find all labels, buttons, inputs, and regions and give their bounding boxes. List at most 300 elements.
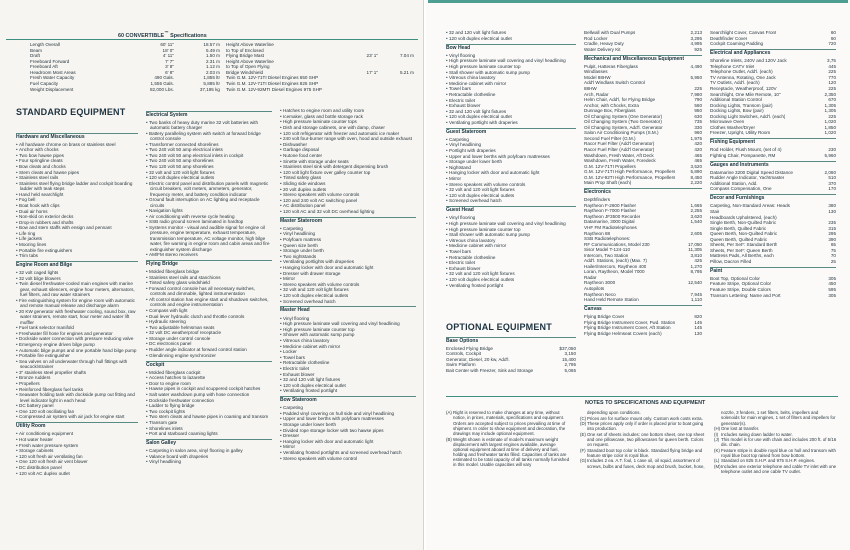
price-value: 2,350 bbox=[824, 91, 836, 97]
list-item: • Stall shower with automatic sump pump bbox=[446, 70, 576, 75]
notes-column-2 bbox=[580, 410, 706, 469]
list-item: • Two adjustable helmsman seats bbox=[146, 325, 272, 330]
list-item: • Retractable clothesline bbox=[446, 92, 576, 97]
dim-imperial: 82,000 Lbs. bbox=[149, 86, 174, 92]
list-item: • 240 volt four-burner range with oven, hood and outside exhaust bbox=[280, 136, 416, 141]
price-value: 5,065 bbox=[564, 367, 576, 373]
list-item: • Vinyl headlining bbox=[446, 142, 576, 147]
price-label: Pillow, Dacron Filled bbox=[710, 258, 752, 264]
price-label: Main Prop Shaft (each) bbox=[584, 180, 632, 186]
list-item: • Nightstand bbox=[446, 165, 576, 170]
price-label: Generator, Diesel, 20 kw, Add'l. bbox=[446, 356, 510, 362]
std-column-3 bbox=[280, 108, 416, 461]
list-item: • Divided rope storage locker with two hawse pipes bbox=[280, 428, 416, 433]
price-value: 330 bbox=[694, 124, 702, 130]
price-label: G.M. 12V-71TI Propellers bbox=[584, 163, 636, 169]
dim-imperial: 17' 1" bbox=[366, 69, 378, 75]
list-item: • Towel bars bbox=[446, 249, 576, 254]
price-value: 735 bbox=[694, 119, 702, 125]
list-item: • Two cockpit lights bbox=[146, 409, 272, 414]
price-value: 720 bbox=[828, 41, 836, 47]
price-value: 1,850 bbox=[824, 124, 836, 130]
note-text: nozzle, 3 fenders, 1 set filters, belts, impellers and solenoids for main engines, 1 set of filters and impellers for generator(s). bbox=[721, 410, 836, 426]
price-label: Raytheon JF3500 Recorder bbox=[584, 213, 641, 219]
list-item: • Hawse pipes in cockpit and scuppered cockpit hatches bbox=[146, 386, 272, 391]
price-label: Second Fuel Filter (G.M.) bbox=[584, 135, 636, 141]
price-value: 75 bbox=[830, 247, 836, 253]
price-value: 670 bbox=[828, 97, 836, 103]
price-row bbox=[710, 130, 836, 135]
list-item: • Ventilating frosted portlight bbox=[446, 283, 576, 288]
price-value: 8,795 bbox=[690, 269, 702, 275]
price-label: Oil Changing System (Two Generator) bbox=[584, 119, 662, 125]
section-heading: Bow Stateroom bbox=[280, 396, 416, 404]
list-item: • Vinyl flooring bbox=[446, 215, 576, 220]
list-item: • Ventilating portlights with draperies bbox=[280, 259, 416, 264]
price-label: Cockpit Coaming Padding bbox=[710, 41, 764, 47]
price-label: Rod Holder, Flush Mount, (set of 4) bbox=[710, 147, 782, 153]
price-value: 560 bbox=[694, 102, 702, 108]
list-item: • Mirror bbox=[446, 176, 576, 181]
list-item: • Mirror bbox=[280, 444, 416, 449]
price-row bbox=[710, 41, 836, 46]
list-item: • Vinyl headlining bbox=[280, 231, 416, 236]
list-item: • Fog bell bbox=[16, 197, 138, 202]
list-item: • Storage under lower berth bbox=[280, 422, 416, 427]
section-heading: Paint bbox=[710, 267, 836, 275]
price-label: Docking Lights, Bow (pair) bbox=[710, 108, 764, 114]
price-label: G.M. 12V-92TI High Performance, Propellers bbox=[584, 174, 676, 180]
list-item: • Valance board with draperies bbox=[146, 454, 272, 459]
price-label: Rod Locker bbox=[584, 35, 608, 41]
price-value: 380 bbox=[828, 203, 836, 209]
list-item: • Storage cabinets bbox=[16, 448, 138, 453]
list-item: • Compressed air system with air jack for engine start bbox=[16, 414, 138, 419]
list-item: • Vinyl flooring bbox=[280, 316, 416, 321]
list-item: • All hardware chrome on brass or stainless steel bbox=[16, 142, 138, 147]
list-item: • DC electronics panel bbox=[146, 341, 272, 346]
list-item: • 32 volt and 120 volt light fixtures bbox=[446, 271, 576, 276]
list-item: • 120 volt duplex electrical outlets bbox=[280, 293, 416, 298]
price-value: 790 bbox=[694, 97, 702, 103]
price-value: 1,020 bbox=[824, 130, 836, 136]
price-value: 305 bbox=[828, 275, 836, 281]
price-label: Loran, Raytheon, Model 7000 bbox=[584, 269, 645, 275]
list-item: • Navigation lights bbox=[146, 208, 272, 213]
note-text: Includes one exterior telephone and cable TV inlet with one telephone outlet and one cable TV outlet. bbox=[721, 463, 837, 475]
dim-label: Bridge Windshield bbox=[226, 69, 264, 75]
price-value: 445 bbox=[828, 63, 836, 69]
price-value: 2,220 bbox=[690, 180, 702, 186]
list-item: • Upper and lower berths with polyfoam mattresses bbox=[446, 154, 576, 159]
note-item bbox=[580, 410, 706, 415]
list-item: • Exhaust blower bbox=[280, 372, 416, 377]
dim-label: Fresh Water Capacity bbox=[30, 75, 75, 81]
list-item: • Hot water heater bbox=[16, 437, 138, 442]
dim-metric: 7.04 m bbox=[399, 53, 414, 59]
list-item: • 32 volt bilge blowers bbox=[16, 276, 138, 281]
list-item: • Four springline cleats bbox=[16, 158, 138, 163]
price-label: Bait Center with Freezer, Sink and Storage bbox=[446, 367, 534, 373]
price-value: $37,050 bbox=[559, 345, 576, 351]
list-item: • Hanging locker with door and automatic light bbox=[446, 170, 576, 175]
spec-title-sup: ™ bbox=[164, 30, 169, 35]
dim-metric: 18.57 m bbox=[203, 42, 220, 48]
dim-label: Draft bbox=[30, 53, 40, 59]
list-item: • Two 240 volt 50 amp shorelines bbox=[146, 158, 272, 163]
list-item: • 120 volt fresh air ventilating fan bbox=[16, 454, 138, 459]
list-item: • Storage under berth bbox=[280, 248, 416, 253]
notes-title: NOTES TO SPECIFICATIONS AND EQUIPMENT bbox=[585, 400, 706, 406]
price-label: Additional Station Control bbox=[710, 97, 762, 103]
dim-metric: 1.50 m bbox=[205, 53, 220, 59]
list-item: • Screened overhead hatch bbox=[280, 299, 416, 304]
price-value: 925 bbox=[694, 46, 702, 52]
price-label: Depthfinders bbox=[584, 197, 611, 203]
list-item: • Vinyl flooring bbox=[446, 53, 576, 58]
price-label: Water Delivery Kit bbox=[584, 46, 621, 52]
price-value: 60 bbox=[830, 35, 836, 41]
price-label: Pulpit, Hatteras Fiberglass bbox=[584, 63, 638, 69]
list-item: • Tinted safety glass windshield bbox=[146, 280, 272, 285]
price-label: Microwave Oven bbox=[710, 119, 745, 125]
dim-row bbox=[30, 87, 220, 92]
list-item: • Storage under lower berth bbox=[446, 159, 576, 164]
price-label: Add'l Windlass Switch Control bbox=[584, 80, 645, 86]
list-item: • Hydraulic steering bbox=[146, 319, 272, 324]
price-label: Rudder Angle Indicator, Yachtmaster bbox=[710, 175, 785, 181]
price-value: 3,620 bbox=[690, 213, 702, 219]
price-row bbox=[584, 331, 702, 336]
dims-left bbox=[30, 42, 220, 92]
price-row bbox=[710, 186, 836, 191]
list-item: • Stereo speakers with volume controls bbox=[446, 182, 576, 187]
dim-label: Twin G.M. 12V-71TI Diesel Engines 825 SHP bbox=[226, 80, 319, 86]
price-row bbox=[584, 180, 702, 185]
list-item: • Carpeting bbox=[280, 226, 416, 231]
note-text: These prices apply only if order is placed prior to boat going into production. bbox=[587, 421, 704, 432]
section-heading: Electrical System bbox=[146, 111, 272, 119]
price-value: 225 bbox=[828, 113, 836, 119]
list-item: • Molded fiberglass cockpit bbox=[146, 370, 272, 375]
price-label: Helm Chair, Add'l, for Flying Bridge bbox=[584, 97, 656, 103]
list-item: • Electric control panel and distribution panels with magnetic circuit breakers, volt meters, ammeters, generator, frequency meter, and battery condition indicator bbox=[146, 181, 272, 197]
opt-column-2 bbox=[584, 30, 702, 336]
note-letter: (C) bbox=[580, 415, 587, 421]
list-item: • Dual air horns bbox=[16, 209, 138, 214]
section-heading: Utility Room bbox=[16, 422, 138, 430]
price-label: Arch, Radar bbox=[584, 91, 609, 97]
list-item: • Aft control station has engine start and shutdown switches, controls and engine instrumentation bbox=[146, 297, 272, 308]
section-heading: Guest Stateroom bbox=[446, 128, 576, 136]
spec-rule bbox=[6, 39, 418, 40]
price-label: VHF FM Radiotelephones bbox=[584, 224, 637, 230]
price-value: 7,945 bbox=[690, 291, 702, 297]
price-label: Sheets, Per Set*: Queen Berth bbox=[710, 247, 773, 253]
list-item: • 20 volt duplex outlets bbox=[280, 187, 416, 192]
price-label: Compass Compensation, One bbox=[710, 186, 772, 192]
list-item: • 120 volt refrigerator with freezer and automatic ice maker bbox=[280, 131, 416, 136]
list-item: • Exhaust blower bbox=[446, 266, 576, 271]
note-text: Includes swing down ladder to water. bbox=[721, 431, 793, 437]
price-label: Additional Station, Add. bbox=[710, 180, 758, 186]
list-item: • Stereo speakers with volume controls bbox=[280, 192, 416, 197]
price-label: Flying Bridge Helmseat Covers (each) bbox=[584, 330, 662, 336]
list-item: • SSB radio ground screen laminated in hardtop bbox=[146, 219, 272, 224]
list-item: • 120 volt duplex electrical outlet bbox=[446, 114, 576, 119]
price-value: 4,490 bbox=[690, 63, 702, 69]
price-label: Salon Air Conditioning Pumps (S.M.) bbox=[584, 130, 659, 136]
list-item: • Hanging locker with door and automatic light bbox=[280, 265, 416, 270]
list-item: • Vitreous china lavatory bbox=[446, 238, 576, 243]
list-item: • Vitreous china lavatory bbox=[446, 75, 576, 80]
price-label: Single Berth, Quilted Fabric bbox=[710, 225, 767, 231]
note-letter: (I) bbox=[714, 431, 719, 437]
dim-metric: 1,855 ltr bbox=[203, 75, 220, 81]
dim-metric: 5.21 m bbox=[399, 69, 414, 75]
list-item: • Electric toilet bbox=[446, 98, 576, 103]
list-item: • Systems monitor - visual and audible signal for engine oil pressure, engine temperature, exhaust temperature, transmission temperature, AC voltage monitor, high bilge water, fire warning in engine room and cabin areas and fire extinguisher system discharge bbox=[146, 225, 272, 252]
list-item: • Twin diesel freshwater-cooled main engines with marine gear, exhaust silencers, engine hour meters, alternators, fuel filters, and raw water strainers bbox=[16, 281, 138, 297]
price-label: Windlasses bbox=[584, 69, 608, 75]
dim-imperial: 3' 8" bbox=[165, 64, 174, 70]
price-label: Datamarine, 3000 Digital bbox=[584, 219, 635, 225]
list-item: • 120 volt duplex electrical outlet bbox=[446, 36, 576, 41]
note-item bbox=[580, 421, 706, 431]
dims-right bbox=[226, 42, 414, 92]
list-item: • Two nightstands bbox=[280, 254, 416, 259]
list-item: • Exhaust blower bbox=[446, 103, 576, 108]
note-letter: (L) bbox=[714, 458, 720, 464]
price-label: Add'l. Stations, (each) (Max. 7) bbox=[584, 258, 647, 264]
note-text: Standard boot top color is black. Standard flying bridge and feature stripe color is royal blue. bbox=[587, 447, 703, 458]
price-value: 2,255 bbox=[690, 208, 702, 214]
list-item: • Two bow hawse pipes bbox=[16, 153, 138, 158]
price-label: Oil Changing System, Add'l. Generator bbox=[584, 124, 663, 130]
list-item: • Stall shower with automatic sump pump bbox=[446, 232, 576, 237]
price-value: 145 bbox=[694, 319, 702, 325]
dim-label: Height Above Waterline bbox=[226, 42, 274, 48]
list-item: • Screened overhead hatch bbox=[446, 198, 576, 203]
price-label: Enclosed Flying Bridge bbox=[446, 345, 493, 351]
price-label: Shoreline Inlets, 240V and 120V Jack bbox=[710, 58, 787, 64]
list-item: • High pressure laminate wall covering and vinyl headlining bbox=[446, 58, 576, 63]
list-item: • Hatches to engine room and utility room bbox=[280, 108, 416, 113]
note-item bbox=[580, 458, 706, 468]
price-label: Deathfinder Cover bbox=[710, 35, 748, 41]
price-label: Anchor, with Chocks, Extra bbox=[584, 102, 639, 108]
list-item: • Dockside freshwater connection bbox=[146, 398, 272, 403]
price-label: Telephone Outlet, Add'l. (each) bbox=[710, 69, 773, 75]
section-heading: Master Head bbox=[280, 306, 416, 314]
price-label: Datamarine 3200 Digital Speed Distance bbox=[710, 169, 793, 175]
price-value: 130 bbox=[828, 209, 836, 215]
note-letter: (E) bbox=[580, 431, 586, 437]
note-letter: (J) bbox=[714, 437, 720, 443]
list-item: • Retractable clothesline bbox=[280, 360, 416, 365]
price-value: 1,305 bbox=[824, 108, 836, 114]
note-letter: (M) bbox=[714, 463, 721, 469]
price-row bbox=[446, 368, 576, 373]
dim-label: to Top of Open Flying bbox=[226, 64, 270, 70]
note-text: Includes 2 ea. A.T. foul, 1 case oil, oil squid, assortment of screws, bulbs and fuses, deck mop and brush, bucket, hose, bbox=[587, 458, 705, 469]
list-item: • Sinette with storage under seats bbox=[280, 159, 416, 164]
optional-equipment-title: OPTIONAL EQUIPMENT bbox=[446, 322, 552, 332]
list-item: • Propellers bbox=[16, 381, 138, 386]
list-item: • Salt water washdown pump with hose connection bbox=[146, 392, 272, 397]
list-item: • Two banks of heavy duty marine 32 volt batteries with automatic battery charger bbox=[146, 120, 272, 131]
section-heading: Guest Head bbox=[446, 206, 576, 214]
list-item: • Automatic bilge pumps and one portable hand bilge pump bbox=[16, 348, 138, 353]
list-item: • Molded fiberglass bridge bbox=[146, 269, 272, 274]
list-item: • DC distribution panel bbox=[16, 465, 138, 470]
price-value: 1,270 bbox=[690, 263, 702, 269]
price-label: Feature Stripe, Double Colors bbox=[710, 287, 771, 293]
standard-equipment-title: STANDARD EQUIPMENT bbox=[16, 107, 126, 117]
list-item: • 32 volt caged lights bbox=[16, 270, 138, 275]
list-item: • 120 volt duplex electrical outlets bbox=[446, 277, 576, 282]
price-value: 5,960 bbox=[824, 152, 836, 158]
price-value: 120 bbox=[828, 80, 836, 86]
price-label: Hailer/Intercom, Raytheon 400 bbox=[584, 263, 647, 269]
price-value: 1,020 bbox=[824, 119, 836, 125]
list-item: • Stereo speakers with volume controls bbox=[280, 282, 416, 287]
note-item bbox=[714, 432, 838, 437]
section-heading: Flying Bridge bbox=[146, 260, 272, 268]
list-item: • Medicine cabinet with mirror bbox=[446, 243, 576, 248]
price-label: Queen Berth, Quilted Fabric bbox=[710, 236, 768, 242]
list-item: • Carpeting bbox=[446, 137, 576, 142]
std-column-4 bbox=[446, 30, 576, 288]
list-item: • Two 240 volt 50 amp electrical inlets bbox=[146, 147, 272, 152]
list-item: • High pressure laminate counter tops bbox=[280, 119, 416, 124]
list-item: • 32 volt and 120 volt light fixtures bbox=[146, 170, 272, 175]
note-text: One set of sheets includes: one bottom sheet, one top sheet and one pillowcase, two pillowcases for queen berth. Colors on request. bbox=[587, 431, 705, 448]
list-item: • Dresser with drawer storage bbox=[280, 271, 416, 276]
list-item: • Life jackets bbox=[16, 236, 138, 241]
note-item bbox=[580, 432, 706, 448]
dim-label: Twin G.M. 12V-92MTI Diesel Engines 975 SHP bbox=[226, 86, 322, 92]
price-value: 11,305 bbox=[688, 247, 702, 253]
list-item: • Tinted safety glass bbox=[280, 175, 416, 180]
price-value: 3,75 bbox=[827, 58, 836, 64]
list-item: • Garbage disposal bbox=[280, 147, 416, 152]
list-item: • Rudder angle indicator at forward control station bbox=[146, 347, 272, 352]
section-heading: Decor and Furnishings bbox=[710, 194, 836, 202]
list-item: • Access hatches to lazarette bbox=[146, 375, 272, 380]
price-value: 70 bbox=[830, 253, 836, 259]
list-item: • Boat hook with clips bbox=[16, 203, 138, 208]
list-item: • Dresser bbox=[280, 433, 416, 438]
dim-label: Freeboard Forward bbox=[30, 58, 70, 64]
list-item: • Fuel tank selector manifold bbox=[16, 325, 138, 330]
price-label: TV Antenna, Rotating, One Jack bbox=[710, 74, 776, 80]
price-value: 5,890 bbox=[690, 169, 702, 175]
list-item: • Vinyl headlining bbox=[146, 459, 272, 464]
price-label: Controls, Cockpit bbox=[446, 351, 481, 357]
list-item: • Shorelines inlets bbox=[146, 426, 272, 431]
note-text: Standard on 825 S.H.P. and 975 S.H.P. engines. bbox=[721, 458, 816, 464]
list-item: • Glendinning engine synchronizer bbox=[146, 353, 272, 358]
note-text: One lost at transfer. bbox=[721, 426, 760, 432]
list-item: • Carpeting in salon area, vinyl flooring in galley bbox=[146, 448, 272, 453]
dim-label: to Top of Enclosed bbox=[226, 47, 264, 53]
list-item: • High pressure laminate wall covering and vinyl headlining bbox=[280, 321, 416, 326]
dim-metric: 5,885 ltr bbox=[203, 80, 220, 86]
price-value: 630 bbox=[694, 113, 702, 119]
dim-label: Freeboard Aft bbox=[30, 64, 58, 70]
price-value: 420 bbox=[694, 146, 702, 152]
price-label: Bellwall with Dual Pumps bbox=[584, 30, 636, 36]
list-item: • High pressure laminate counter top bbox=[446, 227, 576, 232]
price-row bbox=[710, 293, 836, 298]
price-row bbox=[584, 297, 702, 302]
dim-label: Fuel Capacity bbox=[30, 80, 59, 86]
note-letter: (B) bbox=[446, 436, 452, 442]
price-value: 225 bbox=[828, 85, 836, 91]
price-value: 315 bbox=[828, 225, 836, 231]
price-value: 450 bbox=[828, 281, 836, 287]
list-item: • 20 KW generator with freshwater cooling, sound box, raw water strainers, remote start, hour meter and water lift muffler bbox=[16, 309, 138, 325]
list-item: • Dual lever hydraulic clutch and throttle controls bbox=[146, 314, 272, 319]
section-heading: Fishing Equipment bbox=[710, 138, 836, 146]
section-heading: Engine Room and Bilge bbox=[16, 261, 138, 269]
price-label: Searchlight Cover, Canvas Front bbox=[710, 30, 777, 36]
price-label: Sheets, Per Set*: Standard Berth bbox=[710, 242, 778, 248]
top-accent-bar bbox=[428, 0, 848, 3]
price-value: 2,795 bbox=[564, 362, 576, 368]
list-item: • Reinforced fiberglass fuel tanks bbox=[16, 387, 138, 392]
list-item: • Ventilating frosted portlights and screened overhead hatch bbox=[280, 450, 416, 455]
price-value: 230 bbox=[828, 147, 836, 153]
list-item: • Port and starboard coaming lights bbox=[146, 431, 272, 436]
dim-imperial: 23' 1" bbox=[366, 53, 378, 59]
list-item: • Medicine cabinet with mirror bbox=[446, 81, 576, 86]
list-item: • Forward control console has all necessary switches, controls and dimmable, lighted instrumentation bbox=[146, 286, 272, 297]
section-heading: Bow Head bbox=[446, 44, 576, 52]
list-item: • 32 and 120 volt light fixtures bbox=[280, 377, 416, 382]
note-item bbox=[714, 426, 838, 431]
price-value: 25 bbox=[830, 258, 836, 264]
section-heading: Master Stateroom bbox=[280, 217, 416, 225]
dim-imperial bbox=[348, 87, 378, 92]
price-value: 1,975 bbox=[690, 135, 702, 141]
note-item bbox=[714, 410, 838, 426]
price-value: 225 bbox=[694, 85, 702, 91]
note-item bbox=[580, 416, 706, 421]
note-letter: (H) bbox=[714, 426, 721, 432]
price-label: Docking Lights, Transom (pair) bbox=[710, 102, 773, 108]
list-item: • Portable fire extinguisher bbox=[16, 353, 138, 358]
list-item: • Vitreous china lavatory bbox=[280, 338, 416, 343]
dim-row bbox=[226, 87, 414, 92]
note-text: Feature stripe is double royal blue on hull and transom with royal blue boot top raised from bow bottom. bbox=[721, 447, 836, 458]
list-item: • Life ring bbox=[16, 231, 138, 236]
dim-imperial: 490 Gals. bbox=[154, 75, 174, 81]
list-item: • Emergency engine driven bilge pump bbox=[16, 342, 138, 347]
list-item: • Electric toilet bbox=[446, 260, 576, 265]
list-item: • Storage under control console bbox=[146, 336, 272, 341]
list-item: • Non-skid on exterior decks bbox=[16, 214, 138, 219]
list-item: • Towel bars bbox=[280, 355, 416, 360]
price-label: Raytheon 3000 bbox=[584, 280, 616, 286]
price-value: 17,050 bbox=[687, 241, 702, 247]
price-value: 1,540 bbox=[690, 219, 702, 225]
price-value: 225 bbox=[828, 69, 836, 75]
list-item: • 32 volt DC weatherproof receptacle bbox=[146, 330, 272, 335]
list-item: • Drop-in rubbers and shafts bbox=[16, 220, 138, 225]
price-value: 12,540 bbox=[687, 280, 702, 286]
